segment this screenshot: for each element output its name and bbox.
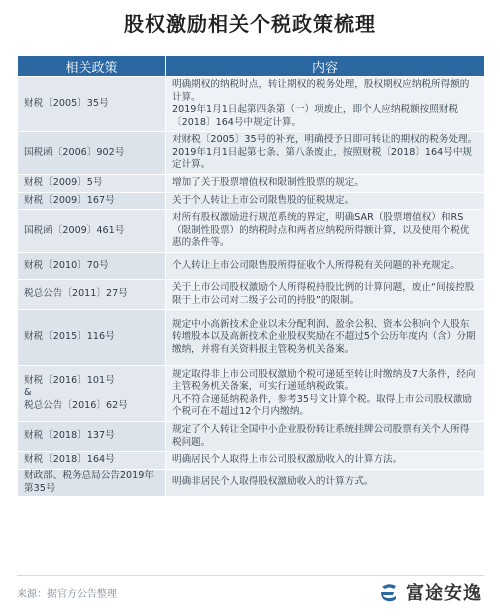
content-text: 对财税〔2005〕35号的补充，明确授予日即可转让的期权的税务处理。: [172, 134, 478, 146]
policy-text: 财税〔2015〕116号: [24, 331, 115, 343]
content-cell: [166, 132, 485, 175]
table-row: [18, 253, 485, 280]
content-cell: [166, 452, 485, 470]
policy-cell: [18, 192, 166, 210]
content-cell: [166, 310, 485, 366]
content-cell: [166, 210, 485, 253]
page-title: 股权激励相关个税政策梳理: [124, 12, 376, 36]
content-text: 增加了关于股票增值权和限制性股票的规定。: [172, 177, 364, 188]
table-row: [18, 210, 485, 253]
content-text: 规定中小高新技术企业以未分配利润、盈余公积、资本公积向个人股东转增股本以及高新技术企业股权奖励在不超过5个公历年度内（含）分期缴纳，并将有关资料报主管税务机关备案。: [172, 318, 476, 355]
policy-cell: [18, 280, 166, 310]
content-cell: [166, 253, 485, 280]
futu-logo-icon: [378, 581, 400, 603]
policy-text: &: [24, 387, 32, 399]
table-row: [18, 469, 485, 496]
content-text: 规定取得非上市公司股权激励个税可递延至转让时缴纳及7大条件，经向主管税务机关备案，可实行递延纳税政策。: [172, 368, 476, 392]
content-text: 明确期权的纳税时点，转让期权的税务处理，股权期权应纳税所得额的计算。: [172, 79, 470, 103]
content-text: 关于上市公司股权激励个人所得税持股比例的计算问题，废止“间接控股限于上市公司对二级子公司的持股”的限制。: [172, 282, 475, 306]
policy-text: 财税〔2018〕164号: [24, 454, 115, 465]
content-text: 个人转让上市公司限售股所得征收个人所得税有关问题的补充规定。: [172, 259, 460, 271]
table-row: [18, 280, 485, 310]
content-cell: [166, 192, 485, 210]
policy-text: 国税函〔2009〕461号: [24, 224, 125, 236]
table-row: [18, 132, 485, 175]
content-cell: [166, 422, 485, 452]
table-row: [18, 310, 485, 366]
policy-table: [17, 55, 485, 497]
policy-text: 财税〔2009〕167号: [24, 194, 115, 206]
content-text: 明确非居民个人取得股权激励收入的计算方式。: [172, 476, 374, 488]
policy-text: 国税函〔2006〕902号: [24, 146, 125, 158]
content-text: 明确居民个人取得上市公司股权激励收入的计算方法。: [172, 454, 403, 465]
table-body: [18, 77, 485, 497]
content-text: 规定了个人转让全国中小企业股份转让系统挂牌公司股票有关个人所得税问题。: [172, 424, 470, 448]
brand-logo: [378, 579, 482, 605]
policy-cell: [18, 452, 166, 470]
table-row: [18, 192, 485, 210]
policy-text: 财税〔2016〕101号: [24, 374, 115, 386]
table-header-row: [18, 56, 485, 77]
content-text: 对所有股权激励进行规范系统的界定，明确SAR（股票增值权）和RS（限制性股票）的纳税时点和两者应纳税所得额计算，以及使用个税优惠的条件等。: [172, 212, 470, 249]
policy-text: 财税〔2009〕5号: [24, 177, 103, 188]
policy-text: 税总公告〔2011〕27号: [24, 288, 128, 300]
content-cell: [166, 280, 485, 310]
policy-cell: [18, 469, 166, 496]
table-row: [18, 452, 485, 470]
policy-cell: [18, 310, 166, 366]
policy-text: 税总公告〔2016〕62号: [24, 399, 128, 411]
policy-cell: [18, 175, 166, 193]
policy-cell: [18, 77, 166, 132]
table-row: [18, 175, 485, 193]
policy-cell: [18, 366, 166, 422]
brand-name: 富途安逸: [406, 583, 482, 604]
table-row: [18, 366, 485, 422]
content-text: 2019年1月1日起第四条第（一）项废止，即个人应纳税额按照财税〔2018〕164号中规定计算。: [172, 104, 459, 128]
policy-text: 财税〔2010〕70号: [24, 259, 109, 271]
content-cell: [166, 77, 485, 132]
content-text: 2019年1月1日起第七条、第八条废止，按照财税〔2018〕164号中规定计算。: [172, 146, 473, 171]
table-row: [18, 77, 485, 132]
policy-text: 财税〔2005〕35号: [24, 97, 109, 109]
policy-cell: [18, 210, 166, 253]
content-cell: [166, 469, 485, 496]
policy-cell: [18, 132, 166, 175]
content-cell: [166, 366, 485, 422]
policy-text: 财政部、税务总局公告2019年第35号: [24, 470, 154, 494]
source-note: 来源：据官方公告整理: [17, 589, 117, 600]
footer-divider: [17, 575, 484, 576]
header-policy: 相关政策: [18, 56, 166, 77]
table-row: [18, 422, 485, 452]
content-text: 关于个人转让上市公司限售股的征税规定。: [172, 194, 355, 206]
policy-cell: [18, 253, 166, 280]
header-content: 内容: [166, 56, 485, 77]
policy-cell: [18, 422, 166, 452]
content-text: 凡不符合递延纳税条件，参考35号文计算个税。取得上市公司股权激励个税可在不超过12个月内缴纳。: [172, 393, 473, 417]
content-cell: [166, 175, 485, 193]
policy-text: 财税〔2018〕137号: [24, 430, 115, 442]
